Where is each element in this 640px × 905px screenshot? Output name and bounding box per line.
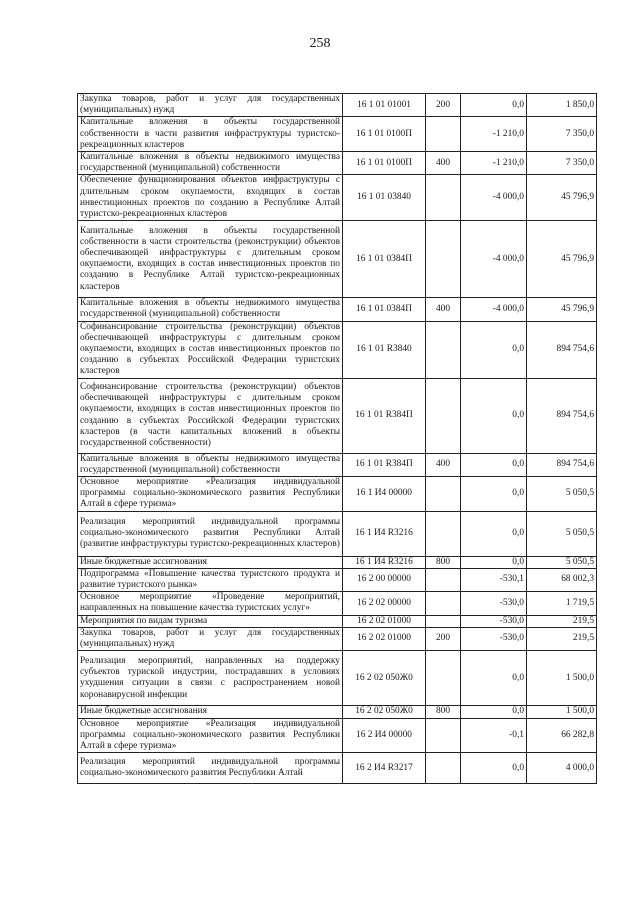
row-code-cell: 16 1 И4 R3216 <box>343 511 426 556</box>
row-change-cell: 0,0 <box>461 321 527 378</box>
row-change-cell: 0,0 <box>461 753 527 784</box>
row-change-cell: -530,1 <box>461 568 527 591</box>
row-name-cell: Закупка товаров, работ и услуг для государственных (муниципальных) нужд <box>78 94 343 117</box>
row-change-cell: 0,0 <box>461 378 527 453</box>
row-name-cell: Софинансирование строительства (реконструкции) объектов обеспечивающей инфраструктуры с длительным сроком окупаемости, входящих в состав инвестиционных проектов по созданию в субъектах Российской Федерации туристских кластеров <box>78 321 343 378</box>
row-code-cell: 16 2 00 00000 <box>343 568 426 591</box>
row-name-cell: Иные бюджетные ассигнования <box>78 556 343 568</box>
table-row <box>78 298 597 321</box>
row-vr-cell <box>426 511 461 556</box>
table-row <box>78 592 597 615</box>
row-change-cell: -4 000,0 <box>461 298 527 321</box>
row-change-cell: 0,0 <box>461 94 527 117</box>
row-total-cell: 5 050,5 <box>527 511 597 556</box>
row-code-cell: 16 2 02 050Ж0 <box>343 651 426 706</box>
table-row <box>78 94 597 117</box>
row-code-cell: 16 1 01 0384П <box>343 221 426 298</box>
row-code-cell: 16 1 01 R384П <box>343 453 426 476</box>
row-vr-cell: 800 <box>426 556 461 568</box>
row-vr-cell <box>426 221 461 298</box>
row-change-cell: -530,0 <box>461 592 527 615</box>
row-change-cell: 0,0 <box>461 651 527 706</box>
row-change-cell: -530,0 <box>461 615 527 627</box>
row-name-cell: Закупка товаров, работ и услуг для государственных (муниципальных) нужд <box>78 627 343 650</box>
row-name-cell: Капитальные вложения в объекты недвижимого имущества государственной (муниципальной) собственности <box>78 298 343 321</box>
row-vr-cell <box>426 568 461 591</box>
row-code-cell: 16 1 01 R3840 <box>343 321 426 378</box>
row-change-cell: -4 000,0 <box>461 175 527 221</box>
table-row <box>78 117 597 152</box>
row-name-cell: Подпрограмма «Повышение качества туристского продукта и развитие туристского рынка» <box>78 568 343 591</box>
row-code-cell: 16 1 01 0384П <box>343 298 426 321</box>
row-name-cell: Основное мероприятие «Проведение мероприятий, направленных на повышение качества туристских услуг» <box>78 592 343 615</box>
table-row <box>78 511 597 556</box>
row-code-cell: 16 2 И4 00000 <box>343 718 426 753</box>
row-vr-cell <box>426 718 461 753</box>
row-name-cell: Капитальные вложения в объекты государственной собственности в части развития инфраструктуры туристско-рекреационных кластеров <box>78 117 343 152</box>
row-total-cell: 45 796,9 <box>527 221 597 298</box>
row-total-cell: 68 002,3 <box>527 568 597 591</box>
row-name-cell: Реализация мероприятий, направленных на поддержку субъектов туриской индустрии, пострадавших в условиях ухудшения ситуации в связи с распространением новой коронавирусной инфекции <box>78 651 343 706</box>
row-vr-cell <box>426 117 461 152</box>
row-total-cell: 66 282,8 <box>527 718 597 753</box>
row-total-cell: 1 850,0 <box>527 94 597 117</box>
row-change-cell: -1 210,0 <box>461 152 527 175</box>
row-total-cell: 894 754,6 <box>527 321 597 378</box>
row-name-cell: Основное мероприятие «Реализация индивидуальной программы социально-экономического развития Республики Алтай в сфере туризма» <box>78 477 343 512</box>
row-vr-cell <box>426 378 461 453</box>
row-code-cell: 16 1 И4 R3216 <box>343 556 426 568</box>
row-change-cell: -0,1 <box>461 718 527 753</box>
row-vr-cell <box>426 615 461 627</box>
row-total-cell: 894 754,6 <box>527 453 597 476</box>
row-total-cell: 1 500,0 <box>527 706 597 718</box>
row-vr-cell: 200 <box>426 94 461 117</box>
row-name-cell: Обеспечение функционирования объектов инфраструктуры с длительным сроком окупаемости, входящих в состав инвестиционных проектов по созданию в Республике Алтай туристско-рекреационных кластеров <box>78 175 343 221</box>
row-total-cell: 7 350,0 <box>527 152 597 175</box>
table-row <box>78 378 597 453</box>
row-change-cell: -4 000,0 <box>461 221 527 298</box>
row-total-cell: 219,5 <box>527 615 597 627</box>
row-total-cell: 45 796,9 <box>527 298 597 321</box>
table-row <box>78 175 597 221</box>
row-vr-cell: 200 <box>426 627 461 650</box>
row-code-cell: 16 2 02 00000 <box>343 592 426 615</box>
row-name-cell: Капитальные вложения в объекты недвижимого имущества государственной (муниципальной) собственности <box>78 453 343 476</box>
row-code-cell: 16 1 01 R384П <box>343 378 426 453</box>
table-row <box>78 321 597 378</box>
row-code-cell: 16 1 01 0100П <box>343 117 426 152</box>
row-name-cell: Реализация мероприятий индивидуальной программы социально-экономического развития Республики Алтай (развитие инфраструктуры туристско-рекреационных кластеров) <box>78 511 343 556</box>
row-total-cell: 894 754,6 <box>527 378 597 453</box>
row-vr-cell: 400 <box>426 152 461 175</box>
row-code-cell: 16 1 01 01001 <box>343 94 426 117</box>
row-change-cell: -530,0 <box>461 627 527 650</box>
row-vr-cell <box>426 477 461 512</box>
row-vr-cell: 400 <box>426 453 461 476</box>
row-code-cell: 16 1 И4 00000 <box>343 477 426 512</box>
row-code-cell: 16 2 02 01000 <box>343 615 426 627</box>
row-vr-cell <box>426 175 461 221</box>
row-name-cell: Мероприятия по видам туризма <box>78 615 343 627</box>
table-row <box>78 556 597 568</box>
table-row <box>78 221 597 298</box>
row-code-cell: 16 2 И4 R3217 <box>343 753 426 784</box>
row-change-cell: 0,0 <box>461 511 527 556</box>
row-total-cell: 4 000,0 <box>527 753 597 784</box>
row-name-cell: Основное мероприятие «Реализация индивидуальной программы социально-экономического развития Республики Алтай в сфере туризма» <box>78 718 343 753</box>
row-code-cell: 16 2 02 050Ж0 <box>343 706 426 718</box>
row-total-cell: 7 350,0 <box>527 117 597 152</box>
row-change-cell: 0,0 <box>461 556 527 568</box>
row-name-cell: Капитальные вложения в объекты государственной собственности в части строительства (реконструкции) объектов обеспечивающей инфраструктуры с длительным сроком окупаемости, входящих в состав инвестиционных проектов по созданию в Республике Алтай туристско-рекреационных кластеров <box>78 221 343 298</box>
row-vr-cell: 800 <box>426 706 461 718</box>
row-change-cell: -1 210,0 <box>461 117 527 152</box>
row-total-cell: 219,5 <box>527 627 597 650</box>
row-total-cell: 5 050,5 <box>527 556 597 568</box>
table-row <box>78 568 597 591</box>
table-row <box>78 627 597 650</box>
row-name-cell: Софинансирование строительства (реконструкции) объектов обеспечивающей инфраструктуры с длительным сроком окупаемости, входящих в состав инвестиционных проектов по созданию в субъектах Российской Федерации туристских кластеров (в части капитальных вложений в объекты государственной собственности) <box>78 378 343 453</box>
row-vr-cell <box>426 321 461 378</box>
row-vr-cell <box>426 753 461 784</box>
row-code-cell: 16 1 01 0100П <box>343 152 426 175</box>
table-row <box>78 453 597 476</box>
table-row <box>78 651 597 706</box>
row-vr-cell <box>426 651 461 706</box>
row-vr-cell: 400 <box>426 298 461 321</box>
budget-table <box>77 93 597 784</box>
row-total-cell: 5 050,5 <box>527 477 597 512</box>
row-name-cell: Реализация мероприятий индивидуальной программы социально-экономического развития Республики Алтай <box>78 753 343 784</box>
row-name-cell: Иные бюджетные ассигнования <box>78 706 343 718</box>
row-total-cell: 1 500,0 <box>527 651 597 706</box>
row-code-cell: 16 1 01 03840 <box>343 175 426 221</box>
table-row <box>78 753 597 784</box>
row-change-cell: 0,0 <box>461 477 527 512</box>
table-row <box>78 615 597 627</box>
page-number: 258 <box>309 36 331 51</box>
row-vr-cell <box>426 592 461 615</box>
row-total-cell: 45 796,9 <box>527 175 597 221</box>
table-row <box>78 718 597 753</box>
table-row <box>78 706 597 718</box>
row-total-cell: 1 719,5 <box>527 592 597 615</box>
table-row <box>78 152 597 175</box>
table-row <box>78 477 597 512</box>
row-change-cell: 0,0 <box>461 706 527 718</box>
row-name-cell: Капитальные вложения в объекты недвижимого имущества государственной (муниципальной) собственности <box>78 152 343 175</box>
row-code-cell: 16 2 02 01000 <box>343 627 426 650</box>
row-change-cell: 0,0 <box>461 453 527 476</box>
